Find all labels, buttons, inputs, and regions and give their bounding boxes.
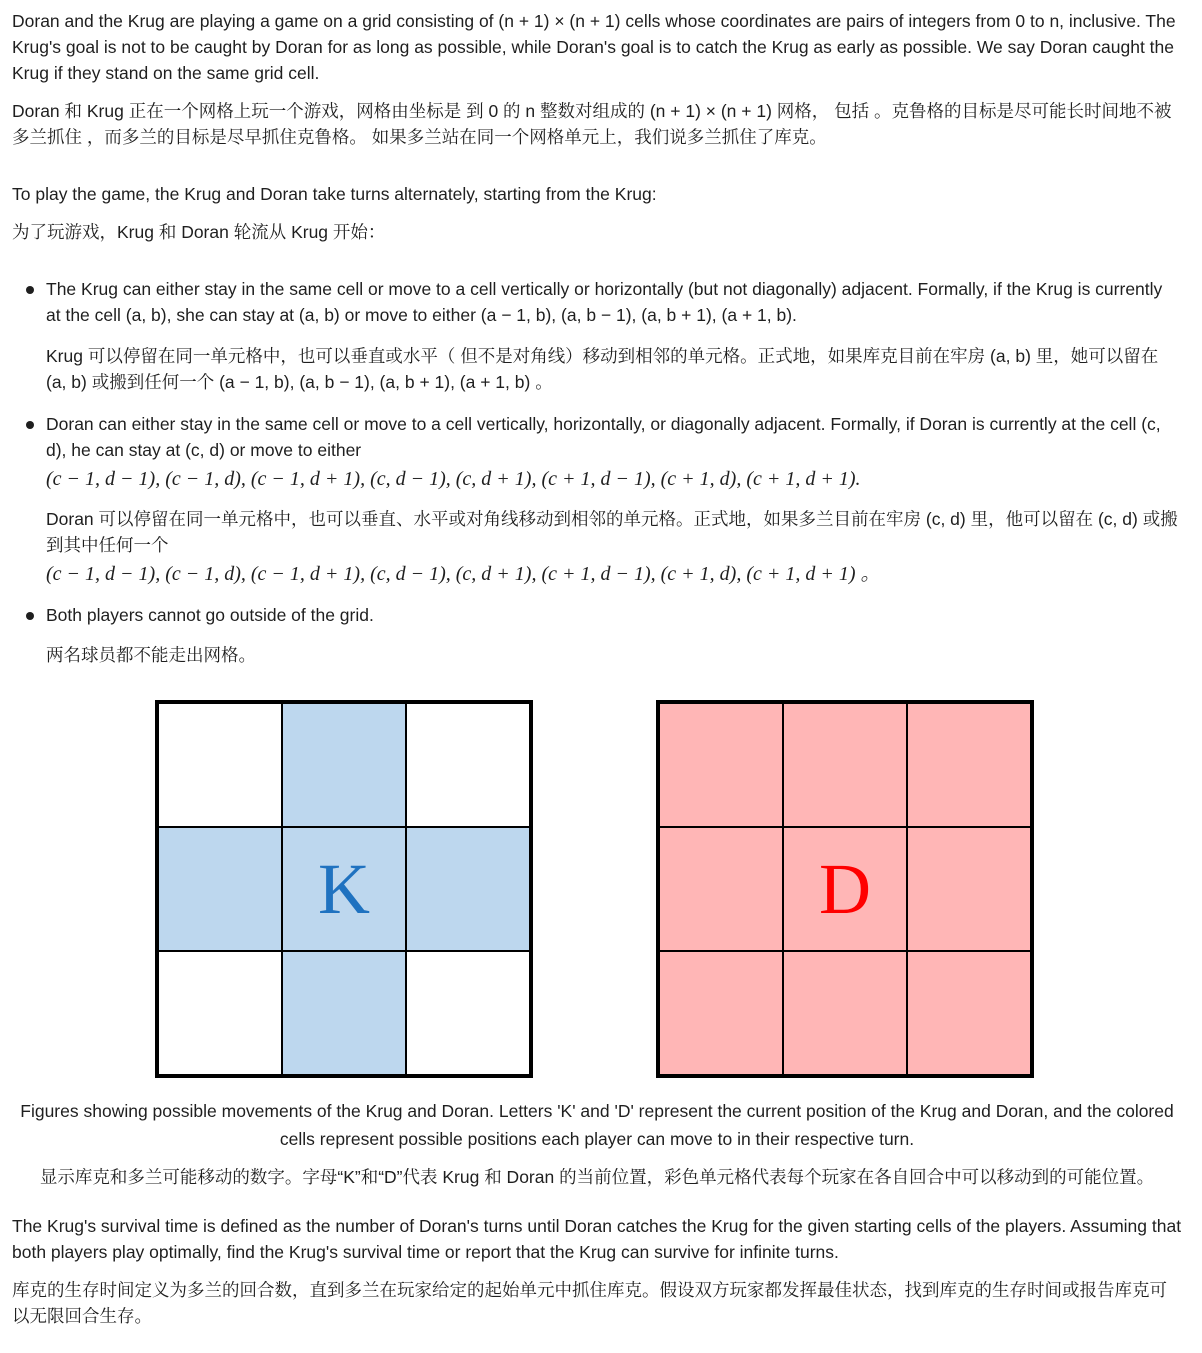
- doran-reachable-cell: [659, 827, 783, 951]
- doran-move-rule-en: Doran can either stay in the same cell or move to a cell vertically, horizontally, or diagonally adjacent. Formally, if Doran is currently at the cell (c, d), he can stay at (c, d) or move to either: [46, 414, 1161, 460]
- grid-cell: [158, 703, 282, 827]
- figure-caption-en: Figures showing possible movements of the Krug and Doran. Letters 'K' and 'D' represent the current position of the Krug and Doran, and the colored cells represent possible positions each player can move to in their respective turn.: [20, 1100, 1174, 1149]
- intro-paragraph-en: Doran and the Krug are playing a game on a grid consisting of (n + 1) × (n + 1) cells whose coordinates are pairs of integers from 0 to n, inclusive. The Krug's goal is not to be caught by Doran for as long as possible, while Doran's goal is to catch the Krug as early as possible. We say Doran caught the Krug if they stand on the same grid cell.: [12, 11, 1176, 83]
- intro-paragraph-zh: Doran 和 Krug 正在一个网格上玩一个游戏，网格由坐标是 到 0 的 n 整数对组成的 (n + 1) × (n + 1) 网格， 包括 。克鲁格的目标是尽可能长时间地不被多兰抓住 ，而多兰的目标是尽早抓住克鲁格。 如果多兰站在同一个网格单元上，我们说多兰抓住了库克。: [12, 101, 1172, 147]
- grid-boundary-rule-zh: 两名球员都不能走出网格。: [46, 645, 256, 665]
- doran-reachable-cell: [783, 951, 907, 1075]
- krug-move-rule-zh: Krug 可以停留在同一单元格中，也可以垂直或水平（ 但不是对角线）移动到相邻的单元格。正式地，如果库克目前在牢房 (a, b) 里，她可以留在 (a, b) 或搬到任何一个 (a − 1, b), (a, b − 1), (a, b + 1), (a + 1, b) 。: [46, 346, 1159, 392]
- doran-reachable-cell: [907, 827, 1031, 951]
- turns-paragraph-en: To play the game, the Krug and Doran take turns alternately, starting from the Krug:: [12, 184, 657, 204]
- doran-letter: D: [819, 848, 871, 929]
- survival-paragraph-zh: 库克的生存时间定义为多兰的回合数，直到多兰在玩家给定的起始单元中抓住库克。假设双方玩家都发挥最佳状态，找到库克的生存时间或报告库克可以无限回合生存。: [12, 1280, 1167, 1326]
- bullet-icon: [26, 286, 34, 294]
- doran-reachable-cell: [783, 703, 907, 827]
- doran-moves-formula-zh: (c − 1, d − 1), (c − 1, d), (c − 1, d + 1), (c, d − 1), (c, d + 1), (c + 1, d − 1), (c + 1, d), (c + 1, d + 1) 。: [46, 563, 881, 585]
- krug-letter: K: [318, 848, 370, 929]
- doran-reachable-cell: [907, 951, 1031, 1075]
- grid-cell: [158, 951, 282, 1075]
- doran-current-cell: [783, 827, 907, 951]
- krug-reachable-cell: [158, 827, 282, 951]
- survival-paragraph-en: The Krug's survival time is defined as the number of Doran's turns until Doran catches the Krug for the given starting cells of the players. Assuming that both players play optimally, find the Krug's survival time or report that the Krug can survive for infinite turns.: [12, 1216, 1182, 1262]
- doran-moves-formula: (c − 1, d − 1), (c − 1, d), (c − 1, d + 1), (c, d − 1), (c, d + 1), (c + 1, d − 1), (c + 1, d), (c + 1, d + 1).: [46, 468, 861, 490]
- grid-boundary-rule-en: Both players cannot go outside of the grid.: [46, 605, 374, 625]
- bullet-icon: [26, 421, 34, 429]
- grid-cell: [406, 703, 530, 827]
- krug-movement-figure: [155, 700, 533, 1078]
- doran-reachable-cell: [659, 951, 783, 1075]
- doran-reachable-cell: [907, 703, 1031, 827]
- doran-reachable-cell: [659, 703, 783, 827]
- bullet-icon: [26, 612, 34, 620]
- krug-reachable-cell: [406, 827, 530, 951]
- turns-paragraph-zh: 为了玩游戏，Krug 和 Doran 轮流从 Krug 开始：: [12, 222, 386, 242]
- doran-movement-figure: [656, 700, 1034, 1078]
- krug-move-rule-en: The Krug can either stay in the same cell or move to a cell vertically or horizontally (but not diagonally) adjacent. Formally, if the Krug is currently at the cell (a, b), she can stay at (a, b) or move to either (a − 1, b), (a, b − 1), (a, b + 1), (a + 1, b).: [46, 279, 1163, 325]
- krug-current-cell: [282, 827, 406, 951]
- grid-cell: [406, 951, 530, 1075]
- doran-move-rule-zh: Doran 可以停留在同一单元格中，也可以垂直、水平或对角线移动到相邻的单元格。正式地，如果多兰目前在牢房 (c, d) 里，他可以留在 (c, d) 或搬到其中任何一个: [46, 509, 1178, 555]
- krug-reachable-cell: [282, 951, 406, 1075]
- krug-reachable-cell: [282, 703, 406, 827]
- figure-caption-zh: 显示库克和多兰可能移动的数字。字母“K”和“D”代表 Krug 和 Doran 的当前位置，彩色单元格代表每个玩家在各自回合中可以移动到的可能位置。: [39, 1166, 1155, 1187]
